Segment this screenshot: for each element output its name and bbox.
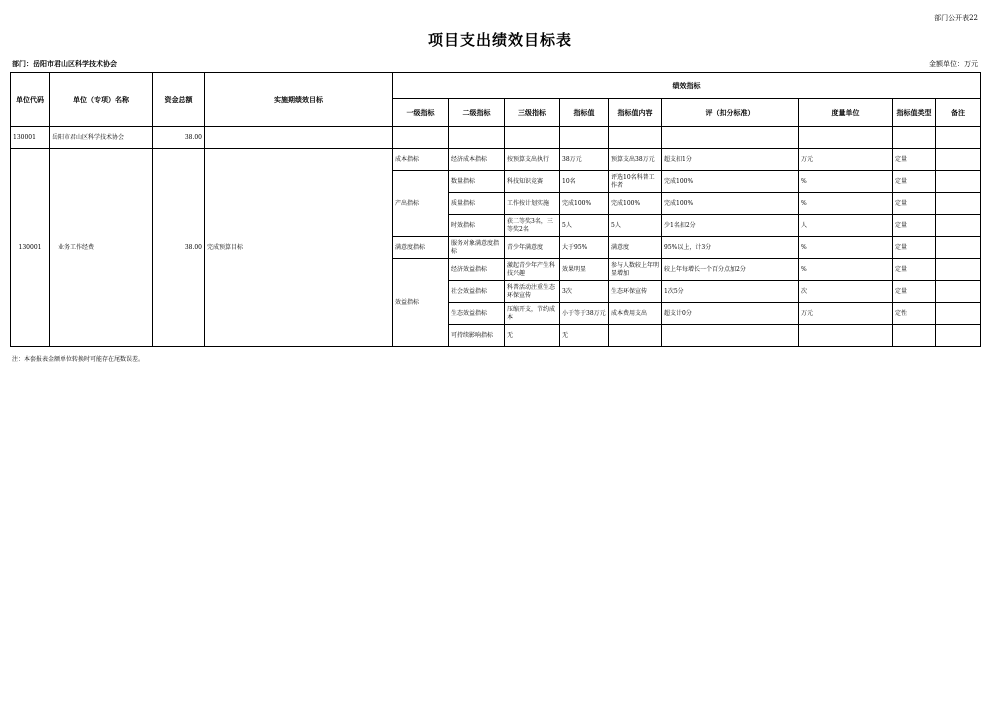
level3-cell: 激起青少年产生科技兴趣: [505, 259, 560, 281]
header-unit-name: 单位（专项）名称: [50, 73, 153, 127]
score-cell: [662, 325, 799, 347]
level1-cell: 成本指标: [393, 149, 449, 171]
remark-cell: [936, 193, 981, 215]
value-cell: 小于等于38万元: [560, 303, 609, 325]
unit-name-cell: 岳阳市君山区科学技术协会: [50, 127, 153, 149]
content-cell: 成本费用支出: [609, 303, 662, 325]
header-level2: 二级指标: [449, 99, 505, 127]
project-code-cell: 130001: [11, 149, 50, 347]
form-number: 部门公开表22: [934, 14, 978, 22]
content-cell: 完成100%: [609, 193, 662, 215]
level2-cell: 经济效益指标: [449, 259, 505, 281]
department-label: 部门：岳阳市君山区科学技术协会: [12, 59, 117, 68]
remark-cell: [936, 259, 981, 281]
level3-cell: 压缩开支，节约成本: [505, 303, 560, 325]
indicator-type-cell: 定量: [893, 259, 936, 281]
performance-table: [10, 72, 981, 347]
measure-unit-cell: %: [799, 237, 893, 259]
header-score: 评（扣分标准）: [662, 99, 799, 127]
header-level3: 三级指标: [505, 99, 560, 127]
measure-unit-cell: 人: [799, 215, 893, 237]
indicator-type-cell: 定量: [893, 237, 936, 259]
measure-unit-cell: 万元: [799, 303, 893, 325]
measure-unit-cell: %: [799, 193, 893, 215]
level3-cell: 获二等奖3名，三等奖2名: [505, 215, 560, 237]
score-cell: 超支计0分: [662, 303, 799, 325]
content-cell: 评选10名科普工作者: [609, 171, 662, 193]
unit-code-cell: 130001: [11, 127, 50, 149]
header-period-goal: 实施期绩效目标: [205, 73, 393, 127]
level2-cell: 可持续影响指标: [449, 325, 505, 347]
score-cell: 少1名扣2分: [662, 215, 799, 237]
remark-cell: [936, 237, 981, 259]
remark-cell: [936, 215, 981, 237]
table-row: [11, 149, 981, 171]
measure-unit-cell: 次: [799, 281, 893, 303]
footnote: 注：本套报表金额单位转换时可能存在尾数误差。: [12, 356, 145, 363]
indicator-type-cell: 定量: [893, 149, 936, 171]
score-cell: 较上年每增长一个百分点加2分: [662, 259, 799, 281]
header-remark: 备注: [936, 99, 981, 127]
remark-cell: [936, 171, 981, 193]
level2-cell: 服务对象满意度指标: [449, 237, 505, 259]
value-cell: 38万元: [560, 149, 609, 171]
header-measure-unit: 度量单位: [799, 99, 893, 127]
level3-cell: 工作按计划实施: [505, 193, 560, 215]
project-amount-cell: 38.00: [153, 149, 205, 347]
remark-cell: [936, 281, 981, 303]
value-cell: 3次: [560, 281, 609, 303]
remark-cell: [936, 149, 981, 171]
indicator-type-cell: [893, 325, 936, 347]
score-cell: 完成100%: [662, 193, 799, 215]
content-cell: 生态环保宣传: [609, 281, 662, 303]
indicator-type-cell: 定量: [893, 171, 936, 193]
value-cell: 效果明显: [560, 259, 609, 281]
table-row: [11, 127, 981, 149]
score-cell: 超支扣1分: [662, 149, 799, 171]
remark-cell: [936, 325, 981, 347]
indicator-type-cell: 定性: [893, 303, 936, 325]
measure-unit-cell: [799, 325, 893, 347]
project-name-cell: 业务工作经费: [50, 149, 153, 347]
level3-cell: 科普活动注重生态环保宣传: [505, 281, 560, 303]
level3-cell: 按预算支出执行: [505, 149, 560, 171]
value-cell: 5人: [560, 215, 609, 237]
measure-unit-cell: 万元: [799, 149, 893, 171]
level3-cell: 青少年满意度: [505, 237, 560, 259]
page-title: 项目支出绩效目标表: [427, 31, 572, 49]
level2-cell: 社会效益指标: [449, 281, 505, 303]
level2-cell: 时效指标: [449, 215, 505, 237]
content-cell: 参与人数较上年明显增加: [609, 259, 662, 281]
content-cell: 满意度: [609, 237, 662, 259]
header-indicator-type: 指标值类型: [893, 99, 936, 127]
score-cell: 1次5分: [662, 281, 799, 303]
measure-unit-cell: %: [799, 171, 893, 193]
value-cell: 大于95%: [560, 237, 609, 259]
remark-cell: [936, 303, 981, 325]
level1-cell: 产出指标: [393, 171, 449, 237]
value-cell: 完成100%: [560, 193, 609, 215]
content-cell: [609, 325, 662, 347]
level2-cell: 生态效益指标: [449, 303, 505, 325]
header-total-funds: 资金总额: [153, 73, 205, 127]
level3-cell: 无: [505, 325, 560, 347]
indicator-type-cell: 定量: [893, 215, 936, 237]
level1-cell: 效益指标: [393, 259, 449, 347]
amount-unit-label: 金额单位：万元: [929, 60, 978, 68]
score-cell: 完成100%: [662, 171, 799, 193]
level2-cell: 经济成本指标: [449, 149, 505, 171]
level3-cell: 科技知识竞赛: [505, 171, 560, 193]
content-cell: 预算支出38万元: [609, 149, 662, 171]
indicator-type-cell: 定量: [893, 193, 936, 215]
header-unit-code: 单位代码: [11, 73, 50, 127]
measure-unit-cell: %: [799, 259, 893, 281]
header-performance-indicators: 绩效指标: [393, 73, 981, 99]
score-cell: 95%以上，计3分: [662, 237, 799, 259]
header-level1: 一级指标: [393, 99, 449, 127]
project-goal-cell: 完成预算目标: [205, 149, 393, 347]
header-value: 指标值: [560, 99, 609, 127]
level1-cell: 满意度指标: [393, 237, 449, 259]
header-content: 指标值内容: [609, 99, 662, 127]
level2-cell: 数量指标: [449, 171, 505, 193]
unit-amount-cell: 38.00: [153, 127, 205, 149]
indicator-type-cell: 定量: [893, 281, 936, 303]
value-cell: 10名: [560, 171, 609, 193]
level2-cell: 质量指标: [449, 193, 505, 215]
value-cell: 无: [560, 325, 609, 347]
content-cell: 5人: [609, 215, 662, 237]
